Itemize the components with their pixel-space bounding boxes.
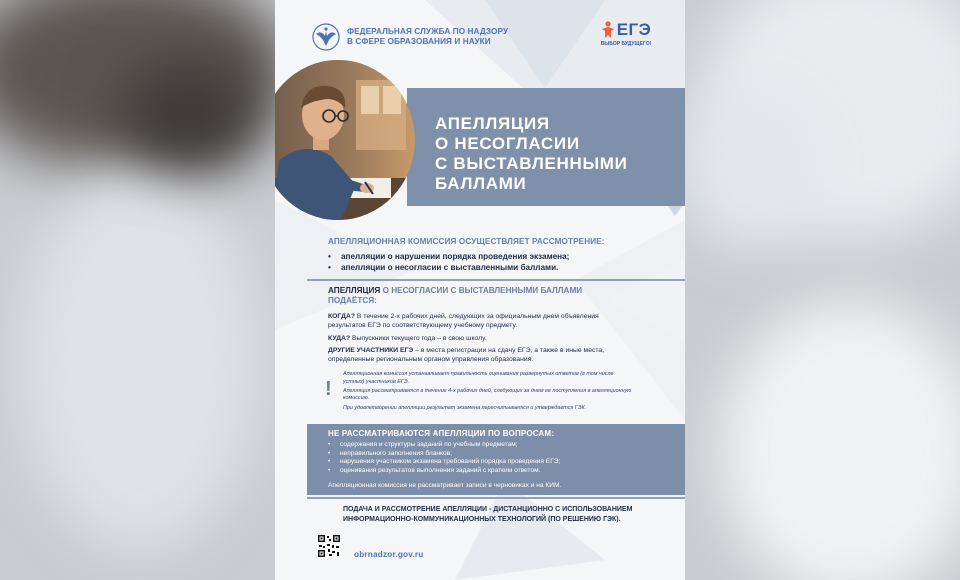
ege-logo	[595, 20, 657, 47]
note-item: Апелляционная комиссия устанавливает правильность оценивания развернутых ответов (в том числе устных) участников ЕГЭ.	[343, 371, 614, 385]
where-paragraph	[328, 334, 628, 343]
title-line3: С ВЫСТАВЛЕННЫМИ	[435, 154, 628, 173]
remote-line2: ИНФОРМАЦИОННО-КОММУНИКАЦИОННЫХ ТЕХНОЛОГИЙ (ПО РЕШЕНИЮ ГЭК).	[343, 515, 621, 523]
commission-heading: АПЕЛЛЯЦИОННАЯ КОМИССИЯ ОСУЩЕСТВЛЯЕТ РАССМОТРЕНИЕ:	[328, 237, 605, 246]
commission-section	[328, 237, 668, 273]
when-paragraph	[328, 312, 628, 330]
not-considered-footer: Апелляционная комиссия не рассматривает записи в черновиках и на КИМ.	[328, 482, 562, 489]
when-label: КОГДА?	[328, 313, 356, 320]
agency-name	[347, 27, 508, 47]
submission-heading-dark: АПЕЛЛЯЦИЯ	[328, 286, 381, 295]
others-text: – в места регистрации на сдачу ЕГЭ, а также в иные места, определенные региональным органом управления образования.	[328, 347, 605, 363]
title-line1: АПЕЛЛЯЦИЯ	[435, 114, 550, 133]
exclamation-icon: !	[325, 378, 332, 400]
list-item: • содержания и структуры заданий по учебным предметам;	[328, 441, 560, 450]
eagle-emblem-icon	[311, 22, 341, 52]
where-label: КУДА?	[328, 335, 351, 342]
qr-code-icon	[317, 534, 341, 558]
where-text: Выпускники текущего года – в свою школу.	[352, 335, 487, 342]
commission-list	[328, 251, 668, 273]
website-link[interactable]: obrnadzor.gov.ru	[354, 550, 424, 559]
list-item: • неправильного заполнения бланков;	[328, 450, 560, 459]
ege-figure-icon	[601, 21, 615, 39]
remote-line1: ПОДАЧА И РАССМОТРЕНИЕ АПЕЛЛЯЦИИ - ДИСТАНЦИОННО С ИСПОЛЬЗОВАНИЕМ	[343, 506, 633, 513]
agency-name-line2: В СФЕРЕ ОБРАЗОВАНИЯ И НАУКИ	[347, 37, 491, 46]
others-label: ДРУГИЕ УЧАСТНИКИ ЕГЭ	[328, 347, 414, 354]
list-item: • оценивания результатов выполнения заданий с кратким ответом.	[328, 467, 560, 476]
section-divider	[307, 279, 685, 281]
list-item: • апелляции о несогласии с выставленными баллами.	[328, 262, 668, 273]
not-considered-heading: НЕ РАССМАТРИВАЮТСЯ АПЕЛЛЯЦИИ ПО ВОПРОСАМ:	[328, 429, 555, 438]
not-considered-list	[328, 441, 560, 475]
poster-title	[435, 114, 628, 194]
list-item: • апелляции о нарушении порядка проведения экзамена;	[328, 251, 668, 262]
title-line4: БАЛЛАМИ	[435, 174, 527, 193]
ege-logo-subtitle: ВЫБОР БУДУЩЕГО!	[600, 41, 652, 47]
when-text: В течение 2-х рабочих дней, следующих за официальным днем объявления результатов ЕГЭ по соответствующему учебному предмету.	[328, 313, 599, 329]
others-paragraph	[328, 346, 628, 364]
submission-heading-muted: О НЕСОГЛАСИИ С ВЫСТАВЛЕННЫМИ БАЛЛАМИ	[382, 286, 583, 295]
agency-header	[311, 22, 508, 52]
title-line2: О НЕСОГЛАСИИ	[435, 134, 580, 153]
submission-heading-line2: ПОДАЁТСЯ:	[328, 296, 377, 305]
note-item: При удовлетворении апелляции результат экзамена пересчитывается и утверждается ГЭК.	[343, 404, 587, 411]
notes-block	[343, 371, 635, 414]
note-item: Апелляция рассматривается в течение 4-х рабочих дней, следующих за днем ее поступления в апелляционную комиссию.	[343, 387, 632, 402]
section-divider	[307, 497, 685, 499]
remote-submission-note	[343, 505, 643, 524]
list-item: • нарушения участником экзамена требований порядка проведения ЕГЭ;	[328, 458, 560, 467]
agency-name-line1: ФЕДЕРАЛЬНАЯ СЛУЖБА ПО НАДЗОРУ	[347, 27, 509, 36]
submission-section	[328, 286, 628, 306]
ege-logo-text: ЕГЭ	[616, 20, 652, 39]
poster	[275, 0, 685, 580]
not-considered-panel	[307, 424, 685, 495]
